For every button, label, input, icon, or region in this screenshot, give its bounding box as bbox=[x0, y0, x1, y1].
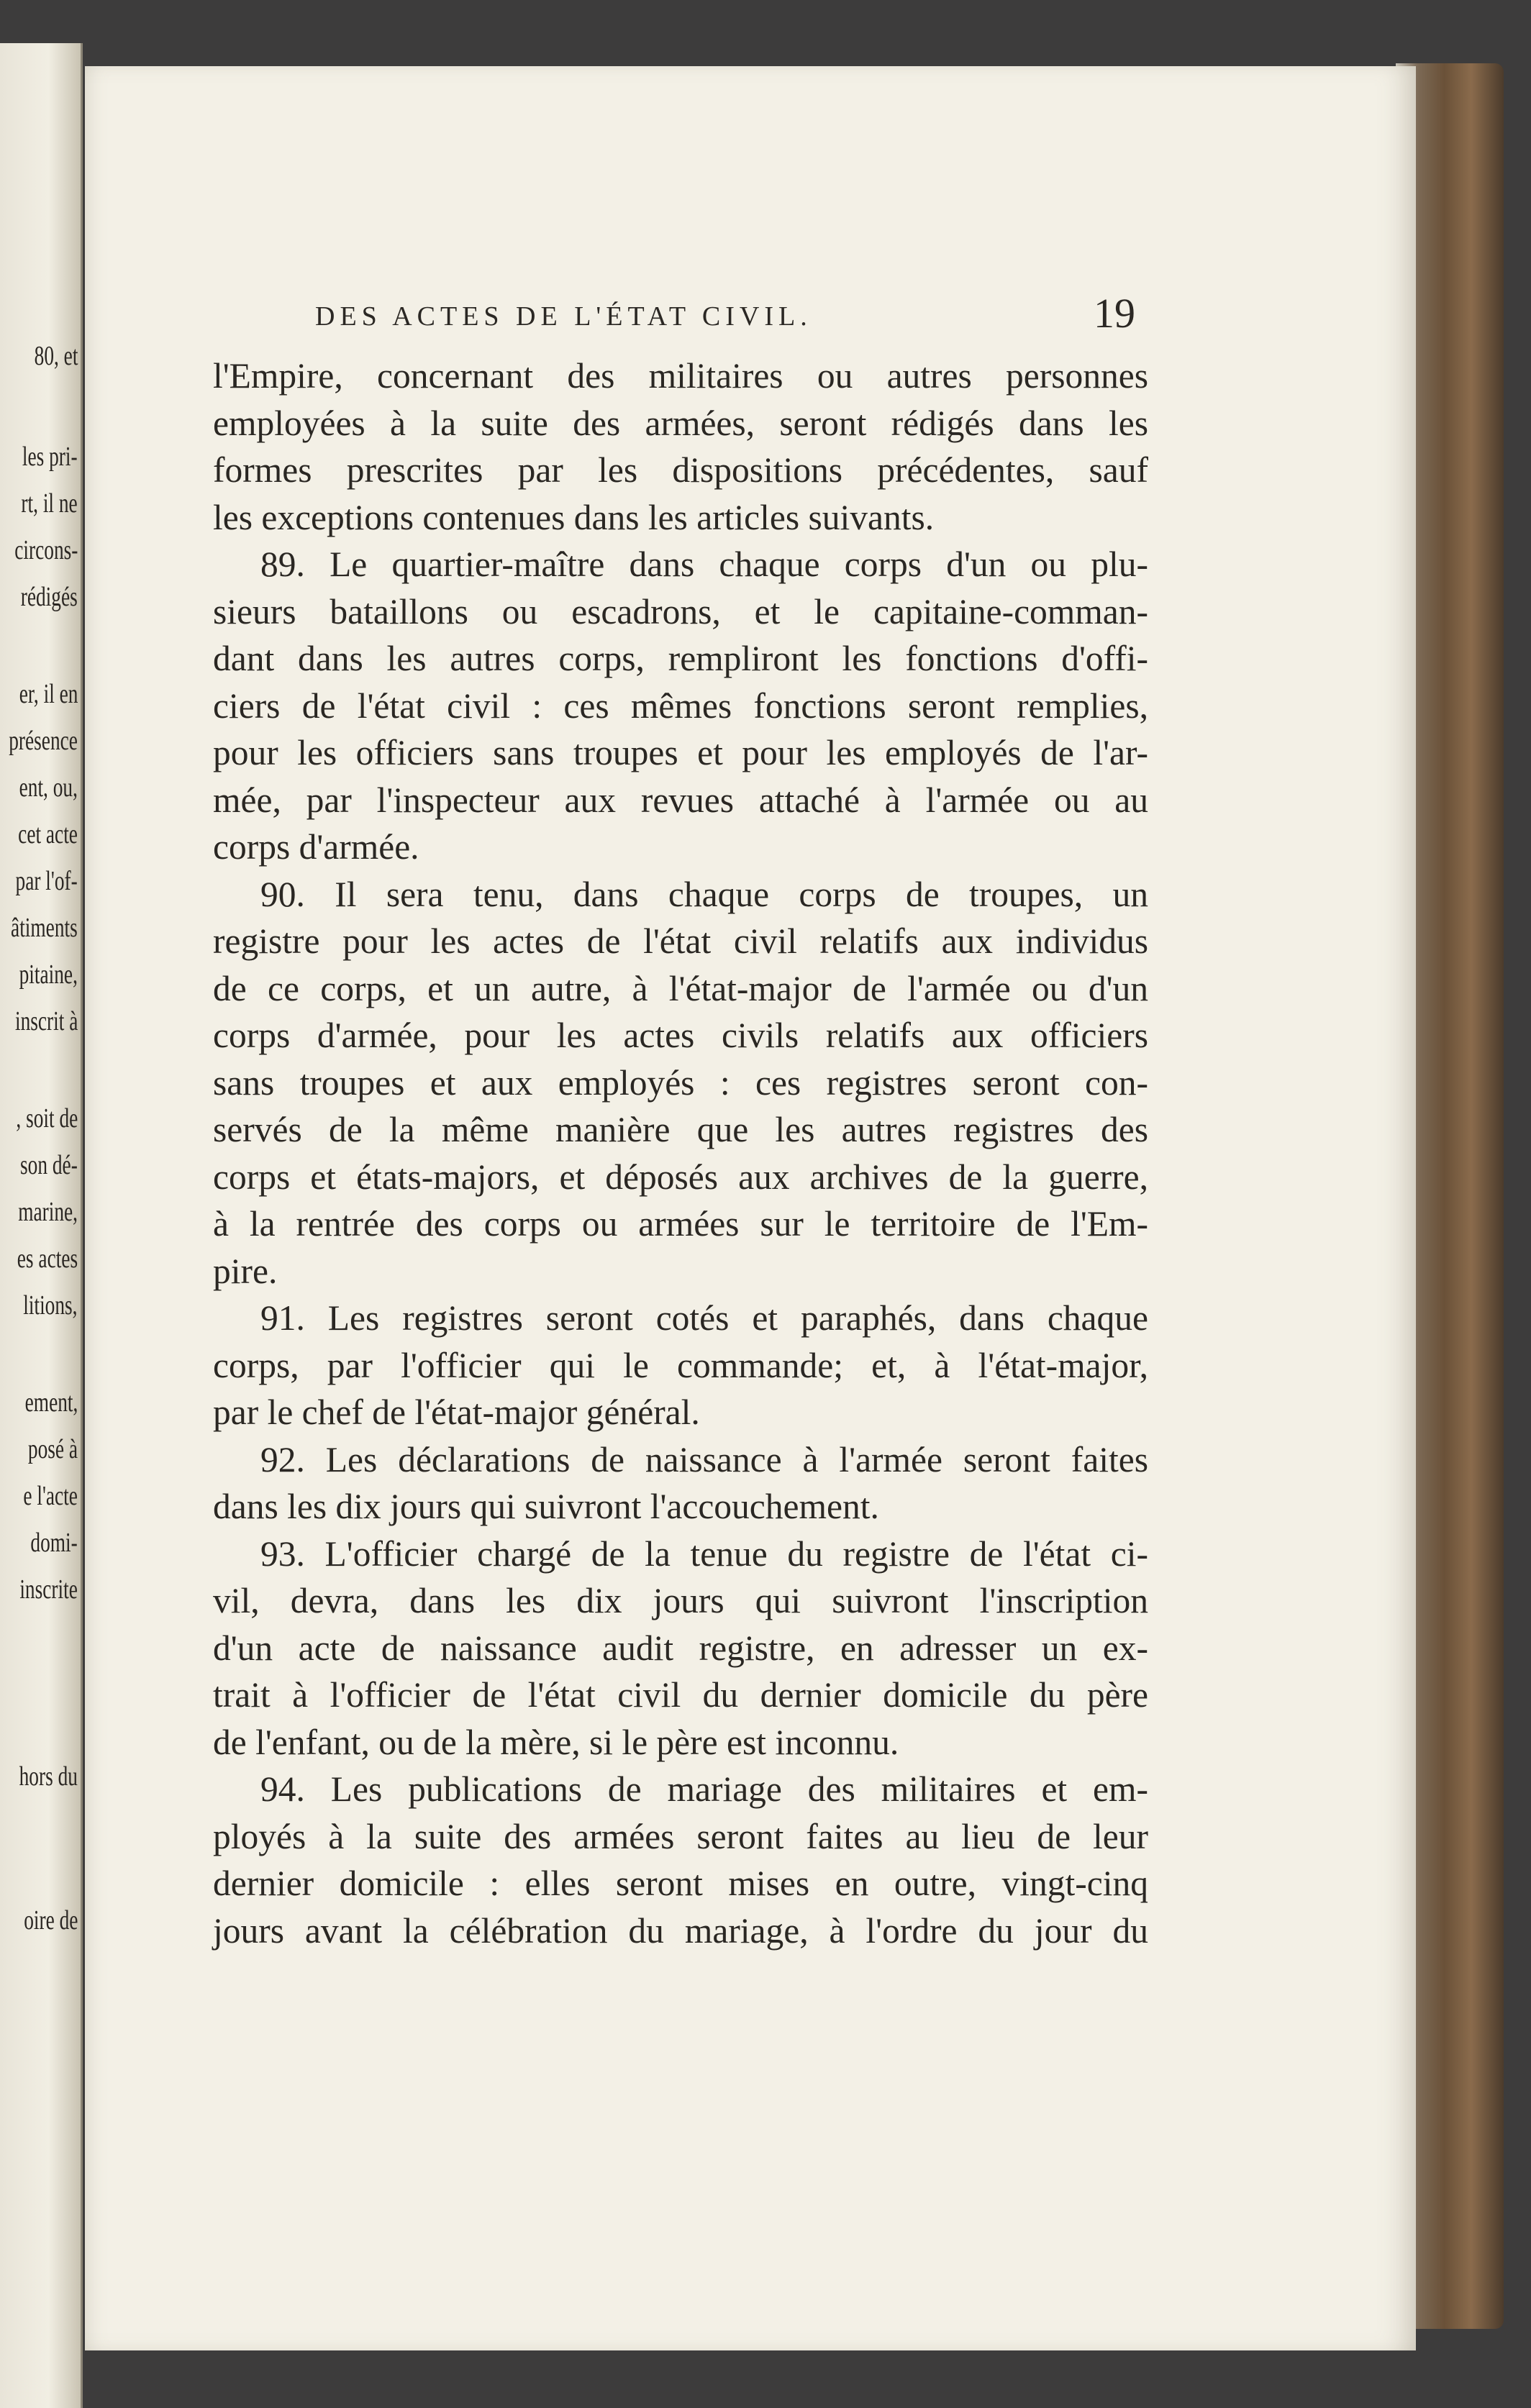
running-head: DES ACTES DE L'ÉTAT CIVIL. bbox=[315, 301, 812, 332]
text-line: mée, par l'inspecteur aux revues attaché à l'armée ou au bbox=[213, 780, 1148, 820]
text-line: par le chef de l'état-major général. bbox=[213, 1392, 700, 1432]
previous-page-text-fragment: cet acte bbox=[18, 819, 78, 849]
text-line: corps d'armée, pour les actes civils relatifs aux officiers bbox=[213, 1016, 1148, 1055]
text-line: vil, devra, dans les dix jours qui suivront l'inscription bbox=[213, 1581, 1148, 1620]
text-line: dans les dix jours qui suivront l'accouchement. bbox=[213, 1487, 879, 1526]
text-line: ployés à la suite des armées seront faites au lieu de leur bbox=[213, 1816, 1148, 1856]
previous-page-text-fragment: rédigés bbox=[20, 582, 78, 612]
previous-page-text-fragment: inscrit à bbox=[14, 1006, 78, 1036]
previous-page-text-fragment: oire de bbox=[23, 1905, 78, 1935]
previous-page-text-fragment: circons- bbox=[14, 535, 78, 565]
previous-page-text-fragment: ement, bbox=[24, 1387, 78, 1418]
text-line: servés de la même manière que les autres registres des bbox=[213, 1110, 1148, 1149]
previous-page-text-fragment: son dé- bbox=[20, 1150, 78, 1180]
text-line: corps et états-majors, et déposés aux archives de la guerre, bbox=[213, 1157, 1148, 1197]
previous-page-text-fragment: les pri- bbox=[22, 442, 78, 472]
text-line: 90. Il sera tenu, dans chaque corps de troupes, un bbox=[260, 874, 1148, 914]
text-line: de ce corps, et un autre, à l'état-major de l'armée ou d'un bbox=[213, 968, 1148, 1008]
text-line: 89. Le quartier-maître dans chaque corps d'un ou plu- bbox=[260, 544, 1148, 584]
text-line: sieurs bataillons ou escadrons, et le capitaine-comman- bbox=[213, 591, 1148, 631]
text-line: dant dans les autres corps, rempliront les fonctions d'offi- bbox=[213, 639, 1148, 678]
text-line: corps, par l'officier qui le commande; et, à l'état-major, bbox=[213, 1345, 1148, 1385]
previous-page-text-fragment: es actes bbox=[17, 1244, 78, 1274]
text-line: pire. bbox=[213, 1251, 278, 1291]
text-line: 92. Les déclarations de naissance à l'armée seront faites bbox=[260, 1439, 1148, 1479]
body-text bbox=[213, 352, 1148, 1954]
page-number: 19 bbox=[1094, 290, 1135, 337]
previous-page-text-fragment: présence bbox=[9, 726, 78, 756]
text-line: ciers de l'état civil : ces mêmes fonctions seront remplies, bbox=[213, 685, 1148, 726]
previous-page-text-fragment: posé à bbox=[27, 1434, 78, 1464]
text-line: registre pour les actes de l'état civil relatifs aux individus bbox=[213, 921, 1148, 961]
text-line: l'Empire, concernant des militaires ou autres personnes bbox=[213, 356, 1148, 396]
previous-page-text-fragment: er, il en bbox=[19, 679, 78, 709]
text-line: sans troupes et aux employés : ces registres seront con- bbox=[213, 1062, 1148, 1103]
text-line: les exceptions contenues dans les articles suivants. bbox=[213, 497, 935, 537]
previous-page-text-fragment: 80, et bbox=[34, 341, 78, 371]
text-line: formes prescrites par les dispositions précédentes, sauf bbox=[213, 450, 1148, 490]
text-line: d'un acte de naissance audit registre, en adresser un ex- bbox=[213, 1628, 1148, 1668]
previous-page-text-fragment: e l'acte bbox=[23, 1481, 78, 1511]
previous-page-text-fragment: inscrite bbox=[19, 1574, 78, 1605]
text-line: de l'enfant, ou de la mère, si le père est inconnu. bbox=[213, 1722, 899, 1762]
previous-page-edge bbox=[0, 43, 83, 2408]
previous-page-text-fragment: domi- bbox=[30, 1528, 78, 1558]
text-line: pour les officiers sans troupes et pour les employés de l'ar- bbox=[213, 733, 1148, 772]
previous-page-text-fragment: pitaine, bbox=[19, 959, 78, 990]
previous-page-text-fragment: âtiments bbox=[11, 913, 78, 943]
text-line: corps d'armée. bbox=[213, 827, 419, 867]
text-line: 94. Les publications de mariage des militaires et em- bbox=[260, 1769, 1148, 1809]
text-line: employées à la suite des armées, seront rédigés dans les bbox=[213, 403, 1148, 443]
text-line: à la rentrée des corps ou armées sur le territoire de l'Em- bbox=[213, 1204, 1148, 1244]
text-line: trait à l'officier de l'état civil du dernier domicile du père bbox=[213, 1675, 1148, 1715]
previous-page-text-fragment: marine, bbox=[18, 1197, 78, 1227]
text-line: 93. L'officier chargé de la tenue du registre de l'état ci- bbox=[260, 1533, 1148, 1574]
text-line: jours avant la célébration du mariage, à l'ordre du jour du bbox=[213, 1910, 1148, 1951]
text-line: dernier domicile : elles seront mises en outre, vingt-cinq bbox=[213, 1864, 1148, 1903]
previous-page-text-fragment: , soit de bbox=[16, 1103, 78, 1134]
previous-page-text-fragment: hors du bbox=[19, 1761, 78, 1792]
previous-page-text-fragment: ent, ou, bbox=[19, 772, 78, 803]
previous-page-text-fragment: litions, bbox=[23, 1290, 78, 1321]
previous-page-text-fragment: par l'of- bbox=[15, 866, 78, 896]
text-line: 91. Les registres seront cotés et paraphés, dans chaque bbox=[260, 1298, 1148, 1338]
previous-page-text-fragment: rt, il ne bbox=[21, 488, 78, 519]
